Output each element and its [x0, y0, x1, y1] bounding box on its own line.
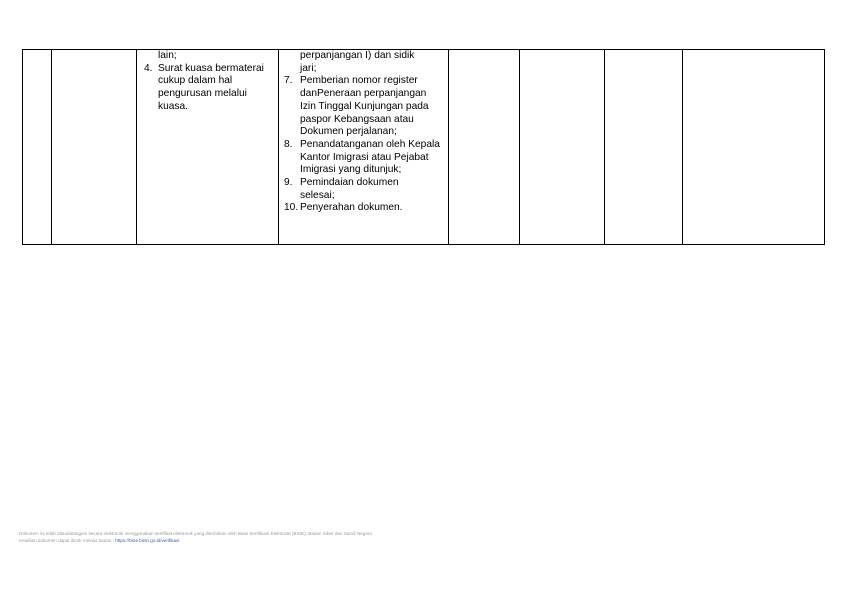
cell-service: [52, 50, 137, 245]
procedure-continued: perpanjangan I) dan sidik jari;: [300, 50, 415, 74]
cell-number: [23, 50, 52, 245]
cell-time: [449, 50, 520, 245]
list-number: 7.: [284, 75, 293, 87]
list-item: [279, 139, 448, 177]
list-number: 10.: [284, 202, 299, 214]
list-item: [279, 202, 448, 215]
list-number: 8.: [284, 138, 293, 150]
footer-line-1: Dokumen ini telah ditandatangani secara elektronik menggunakan sertifikat elektronik yang diterbitkan oleh Balai Sertifikasi Elektronik (BSrE), Badan Siber dan Sandi Negara: [19, 531, 372, 536]
service-table: [22, 49, 825, 245]
list-text: Pemberian nomor register danPeneraan perpanjangan Izin Tinggal Kunjungan pada paspor Kebangsaan atau Dokumen perjalanan;: [300, 75, 429, 138]
footer-line-2: [19, 537, 372, 544]
list-text: Penandatanganan oleh Kepala Kantor Imigrasi atau Pejabat Imigrasi yang ditunjuk;: [300, 138, 440, 176]
footer-line-2-prefix: Keaslian dokumen dapat dicek melalui tautan :: [19, 538, 114, 543]
list-item: [140, 63, 278, 114]
signature-footer: [19, 530, 372, 544]
cell-requirements: [137, 50, 279, 245]
list-text: Surat kuasa bermaterai cukup dalam hal pengurusan melalui kuasa.: [158, 62, 264, 112]
cell-procedure: [279, 50, 449, 245]
table-row: [23, 50, 825, 245]
verification-link[interactable]: https://bsre.bssn.go.id/verifikasi: [115, 538, 180, 543]
list-text: Penyerahan dokumen.: [300, 202, 403, 214]
cell-notes: [683, 50, 825, 245]
list-number: 9.: [284, 177, 293, 189]
requirements-continued: lain;: [158, 50, 177, 61]
list-item: [279, 75, 448, 139]
cell-cost: [520, 50, 605, 245]
procedure-list: [279, 75, 448, 215]
cell-product: [605, 50, 683, 245]
list-item: [279, 177, 448, 202]
list-text: Pemindaian dokumen selesai;: [300, 177, 399, 201]
requirements-list: [140, 63, 278, 114]
list-number: 4.: [144, 62, 153, 74]
